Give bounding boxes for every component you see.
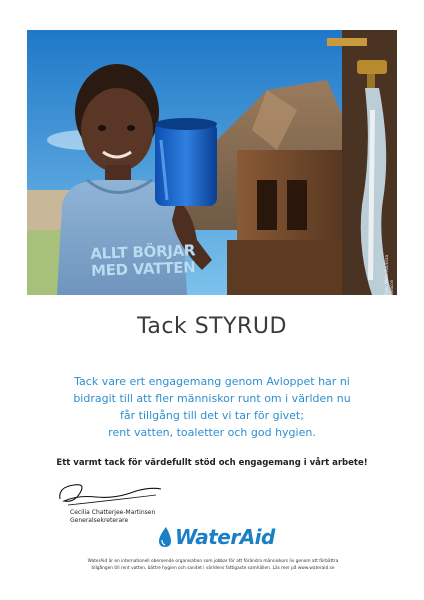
message-line: får tillgång till det vi tar för givet; xyxy=(120,409,304,422)
support-thanks: Ett varmt tack för värdefullt stöd och engagemang i vårt arbete! xyxy=(56,458,368,468)
photo-slogan xyxy=(82,242,203,280)
signatory-role: Generalsekreterare xyxy=(70,517,129,524)
handwritten-signature xyxy=(56,477,166,509)
message-line: Tack vare ert engagemang genom Avloppet har ni xyxy=(74,375,350,388)
certificate-title: Tack STYRUD xyxy=(137,314,287,339)
logo-wordmark: WaterAid xyxy=(175,525,275,549)
footer-line: WaterAid är en internationell oberoende organisation som jobbar för att förändra människors liv genom att förbättra xyxy=(87,559,339,564)
message-line: bidragit till att fler människor runt om i världen nu xyxy=(73,392,351,405)
photo-credit: Foto: WaterAid/Eliza Deacon xyxy=(384,254,394,295)
hero-photo xyxy=(27,30,397,295)
footer-about xyxy=(40,558,386,572)
signatory-name: Cecilia Chatterjee-Martinsen xyxy=(70,509,156,516)
footer-line: tillgången till rent vatten, bättre hygien och sanitet i världens fattigaste samhällen. Läs mer på www.wateraid.se xyxy=(91,566,335,571)
wateraid-logo xyxy=(157,524,275,550)
thank-you-message xyxy=(30,373,394,441)
slogan-line-2: MED VATTEN xyxy=(90,258,196,280)
message-line: rent vatten, toaletter och god hygien. xyxy=(108,426,316,439)
slogan-line-1: ALLT BÖRJAR xyxy=(89,241,196,263)
water-drop-icon xyxy=(157,526,173,548)
